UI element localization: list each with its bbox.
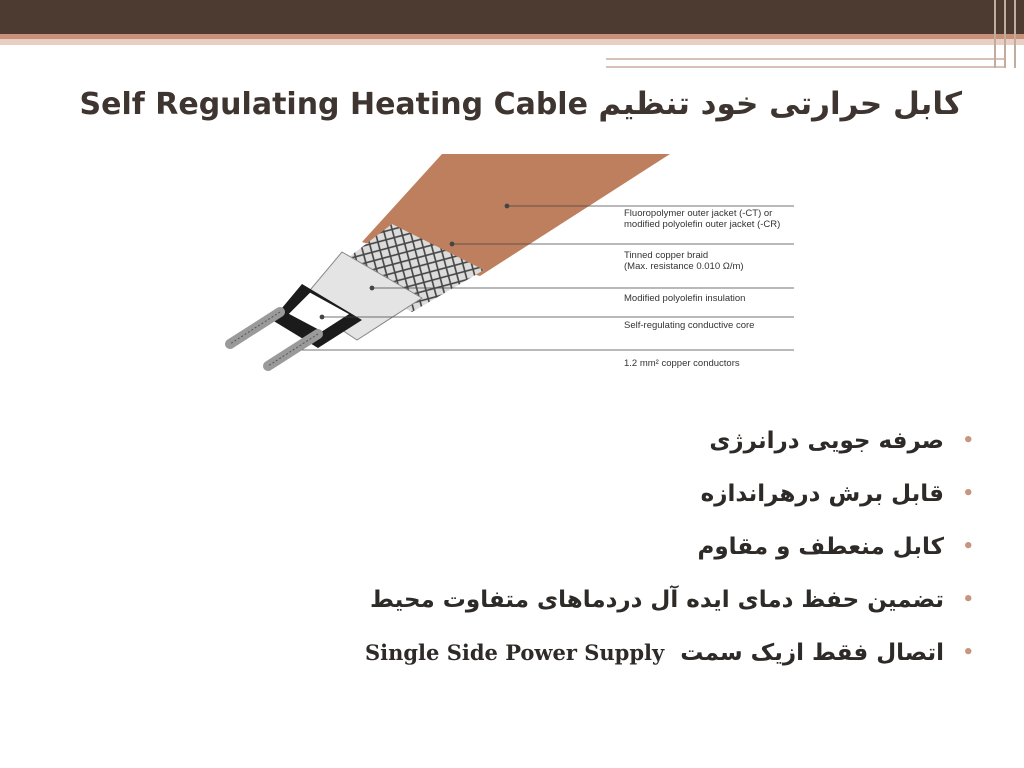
decorative-vline <box>994 0 996 68</box>
list-item: • کابل منعطف و مقاوم <box>254 530 974 583</box>
bullet-dot-icon: • <box>962 483 974 504</box>
callout-braid: Tinned copper braid (Max. resistance 0.010 Ω/m) <box>624 250 744 272</box>
decorative-vline <box>1014 0 1016 68</box>
bullet-dot-icon: • <box>962 430 974 451</box>
callout-insulation: Modified polyolefin insulation <box>624 293 746 304</box>
cable-diagram <box>222 152 802 384</box>
callout-outer-jacket: Fluoropolymer outer jacket (-CT) or modified polyolefin outer jacket (-CR) <box>624 208 781 230</box>
callout-core: Self-regulating conductive core <box>624 320 755 331</box>
bullet-en-text: Single Side Power Supply <box>364 640 665 665</box>
list-item: • قابل برش درهراندازه <box>254 477 974 530</box>
bullet-dot-icon: • <box>962 589 974 610</box>
bullet-dot-icon: • <box>962 536 974 557</box>
decorative-line <box>606 66 1006 68</box>
feature-list <box>254 424 974 689</box>
list-item: • اتصال فقط ازیک سمت Single Side Power Supply <box>254 636 974 689</box>
callout-conductors: 1.2 mm² copper conductors <box>624 358 740 369</box>
header-stripe-light <box>0 39 1024 45</box>
slide-title <box>80 86 962 122</box>
list-item: • صرفه جویی درانرژی <box>254 424 974 477</box>
header-bar <box>0 0 1024 34</box>
title-en: Self Regulating Heating Cable <box>79 87 588 122</box>
bullet-dot-icon: • <box>962 642 974 663</box>
decorative-line <box>606 58 1006 60</box>
decorative-vline <box>1004 0 1006 68</box>
list-item: • تضمین حفظ دمای ایده آل دردماهای متفاوت محیط <box>254 583 974 636</box>
title-fa: کابل حرارتی خود تنظیم <box>598 86 962 122</box>
